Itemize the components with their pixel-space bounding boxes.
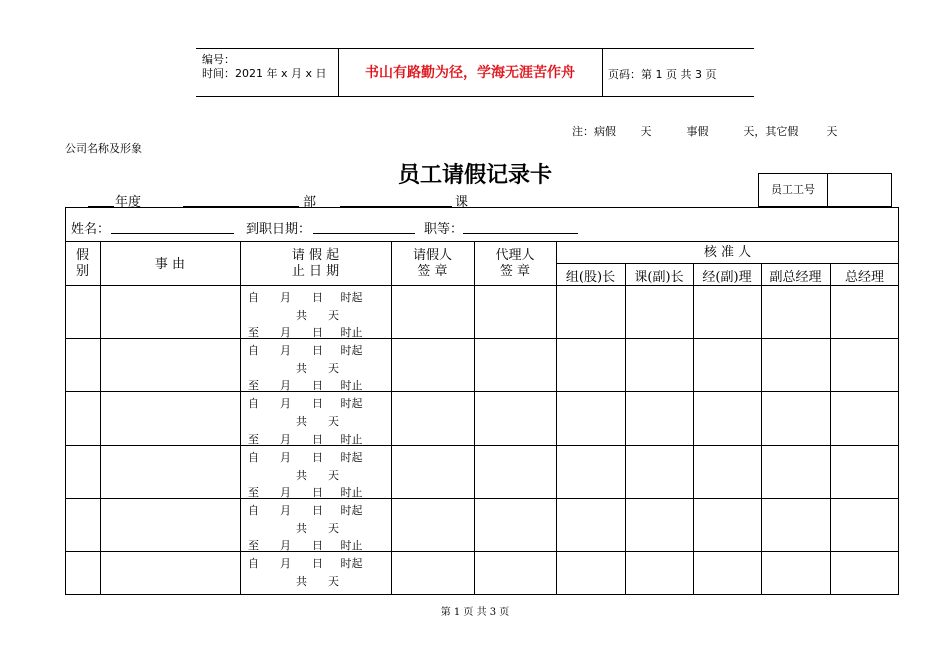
- table-col-rule: [240, 241, 241, 595]
- hire-date-blank: [313, 233, 415, 234]
- employee-id-label: 员工工号: [759, 174, 828, 206]
- table-rule: [65, 551, 899, 552]
- table-col-rule: [474, 241, 475, 595]
- header-line: 请假人: [412, 248, 452, 263]
- approver-subheader: 总经理: [844, 270, 884, 285]
- header-line: 签 章: [417, 264, 448, 279]
- page-title: 员工请假记录卡: [397, 162, 552, 188]
- header-line: 请 假 起: [291, 248, 340, 263]
- reason-header: 事 由: [154, 257, 186, 272]
- page-info: 页码：第 1 页 共 3 页: [608, 68, 717, 81]
- header-motto: 书山有路勤为径，学海无涯苦作舟: [365, 65, 575, 81]
- table-col-rule: [556, 241, 557, 595]
- table-rule: [65, 498, 899, 499]
- table-col-rule: [830, 263, 831, 595]
- hire-date-label: 到职日期：: [246, 222, 312, 237]
- company-name: 公司名称及形象: [65, 142, 142, 155]
- period-start: 自 月 日 时起: [248, 504, 363, 517]
- period-total: 共 天: [296, 415, 339, 428]
- table-col-rule: [693, 263, 694, 595]
- header-line: 代理人: [495, 248, 535, 263]
- name-label: 姓名：: [71, 222, 111, 237]
- table-rule: [65, 445, 899, 446]
- rank-label: 职等：: [424, 222, 464, 237]
- header-divider: [602, 48, 603, 96]
- header-line: 签 章: [499, 264, 531, 279]
- header-bottom-rule: [196, 96, 754, 97]
- period-total: 共 天: [296, 469, 339, 482]
- period-start: 自 月 日 时起: [248, 291, 363, 304]
- period-total: 共 天: [296, 575, 339, 588]
- table-rule: [65, 391, 899, 392]
- applicant-sign-header: [391, 248, 474, 280]
- approver-subheader: 经(副)理: [702, 270, 752, 285]
- period-end: 至 月 日 时止: [248, 486, 363, 499]
- leave-note: 注：病假 天 事假 天，其它假 天: [572, 125, 838, 138]
- period-header: [240, 248, 391, 280]
- header-line: 别: [75, 264, 89, 279]
- table-rule: [556, 263, 899, 264]
- period-total: 共 天: [296, 309, 339, 322]
- section-label: 课: [455, 195, 469, 210]
- table-rule: [65, 338, 899, 339]
- period-total: 共 天: [296, 522, 339, 535]
- period-start: 自 月 日 时起: [248, 344, 363, 357]
- table-rule: [65, 241, 899, 242]
- table-col-rule: [761, 263, 762, 595]
- approver-subheader: 副总经理: [769, 270, 822, 285]
- table-rule: [65, 285, 899, 286]
- period-start: 自 月 日 时起: [248, 397, 363, 410]
- table-col-rule: [625, 263, 626, 595]
- period-end: 至 月 日 时止: [248, 326, 363, 339]
- approver-header: 核 准 人: [703, 245, 752, 260]
- period-end: 至 月 日 时止: [248, 539, 363, 552]
- time-label: 时间：2021 年 x 月 x 日: [202, 67, 327, 80]
- leave-type-header: [65, 248, 100, 280]
- period-end: 至 月 日 时止: [248, 379, 363, 392]
- dept-label: 部: [303, 195, 317, 210]
- period-start: 自 月 日 时起: [248, 557, 363, 570]
- year-label: 年度: [115, 195, 142, 210]
- period-start: 自 月 日 时起: [248, 451, 363, 464]
- table-col-rule: [391, 241, 392, 595]
- header-top-rule: [196, 48, 754, 49]
- agent-sign-header: [474, 248, 556, 280]
- approver-subheader: 课(副)长: [634, 270, 684, 285]
- period-end: 至 月 日 时止: [248, 433, 363, 446]
- page-footer: 第 1 页 共 3 页: [440, 607, 510, 618]
- header-line: 止 日 期: [291, 264, 340, 279]
- rank-blank: [463, 233, 578, 234]
- serial-label: 编号：: [202, 53, 235, 66]
- employee-id-box: [758, 173, 892, 207]
- header-line: 假: [75, 248, 89, 263]
- name-blank: [111, 233, 234, 234]
- period-total: 共 天: [296, 362, 339, 375]
- approver-subheader: 组(股)长: [565, 270, 616, 285]
- table-col-rule: [100, 241, 101, 595]
